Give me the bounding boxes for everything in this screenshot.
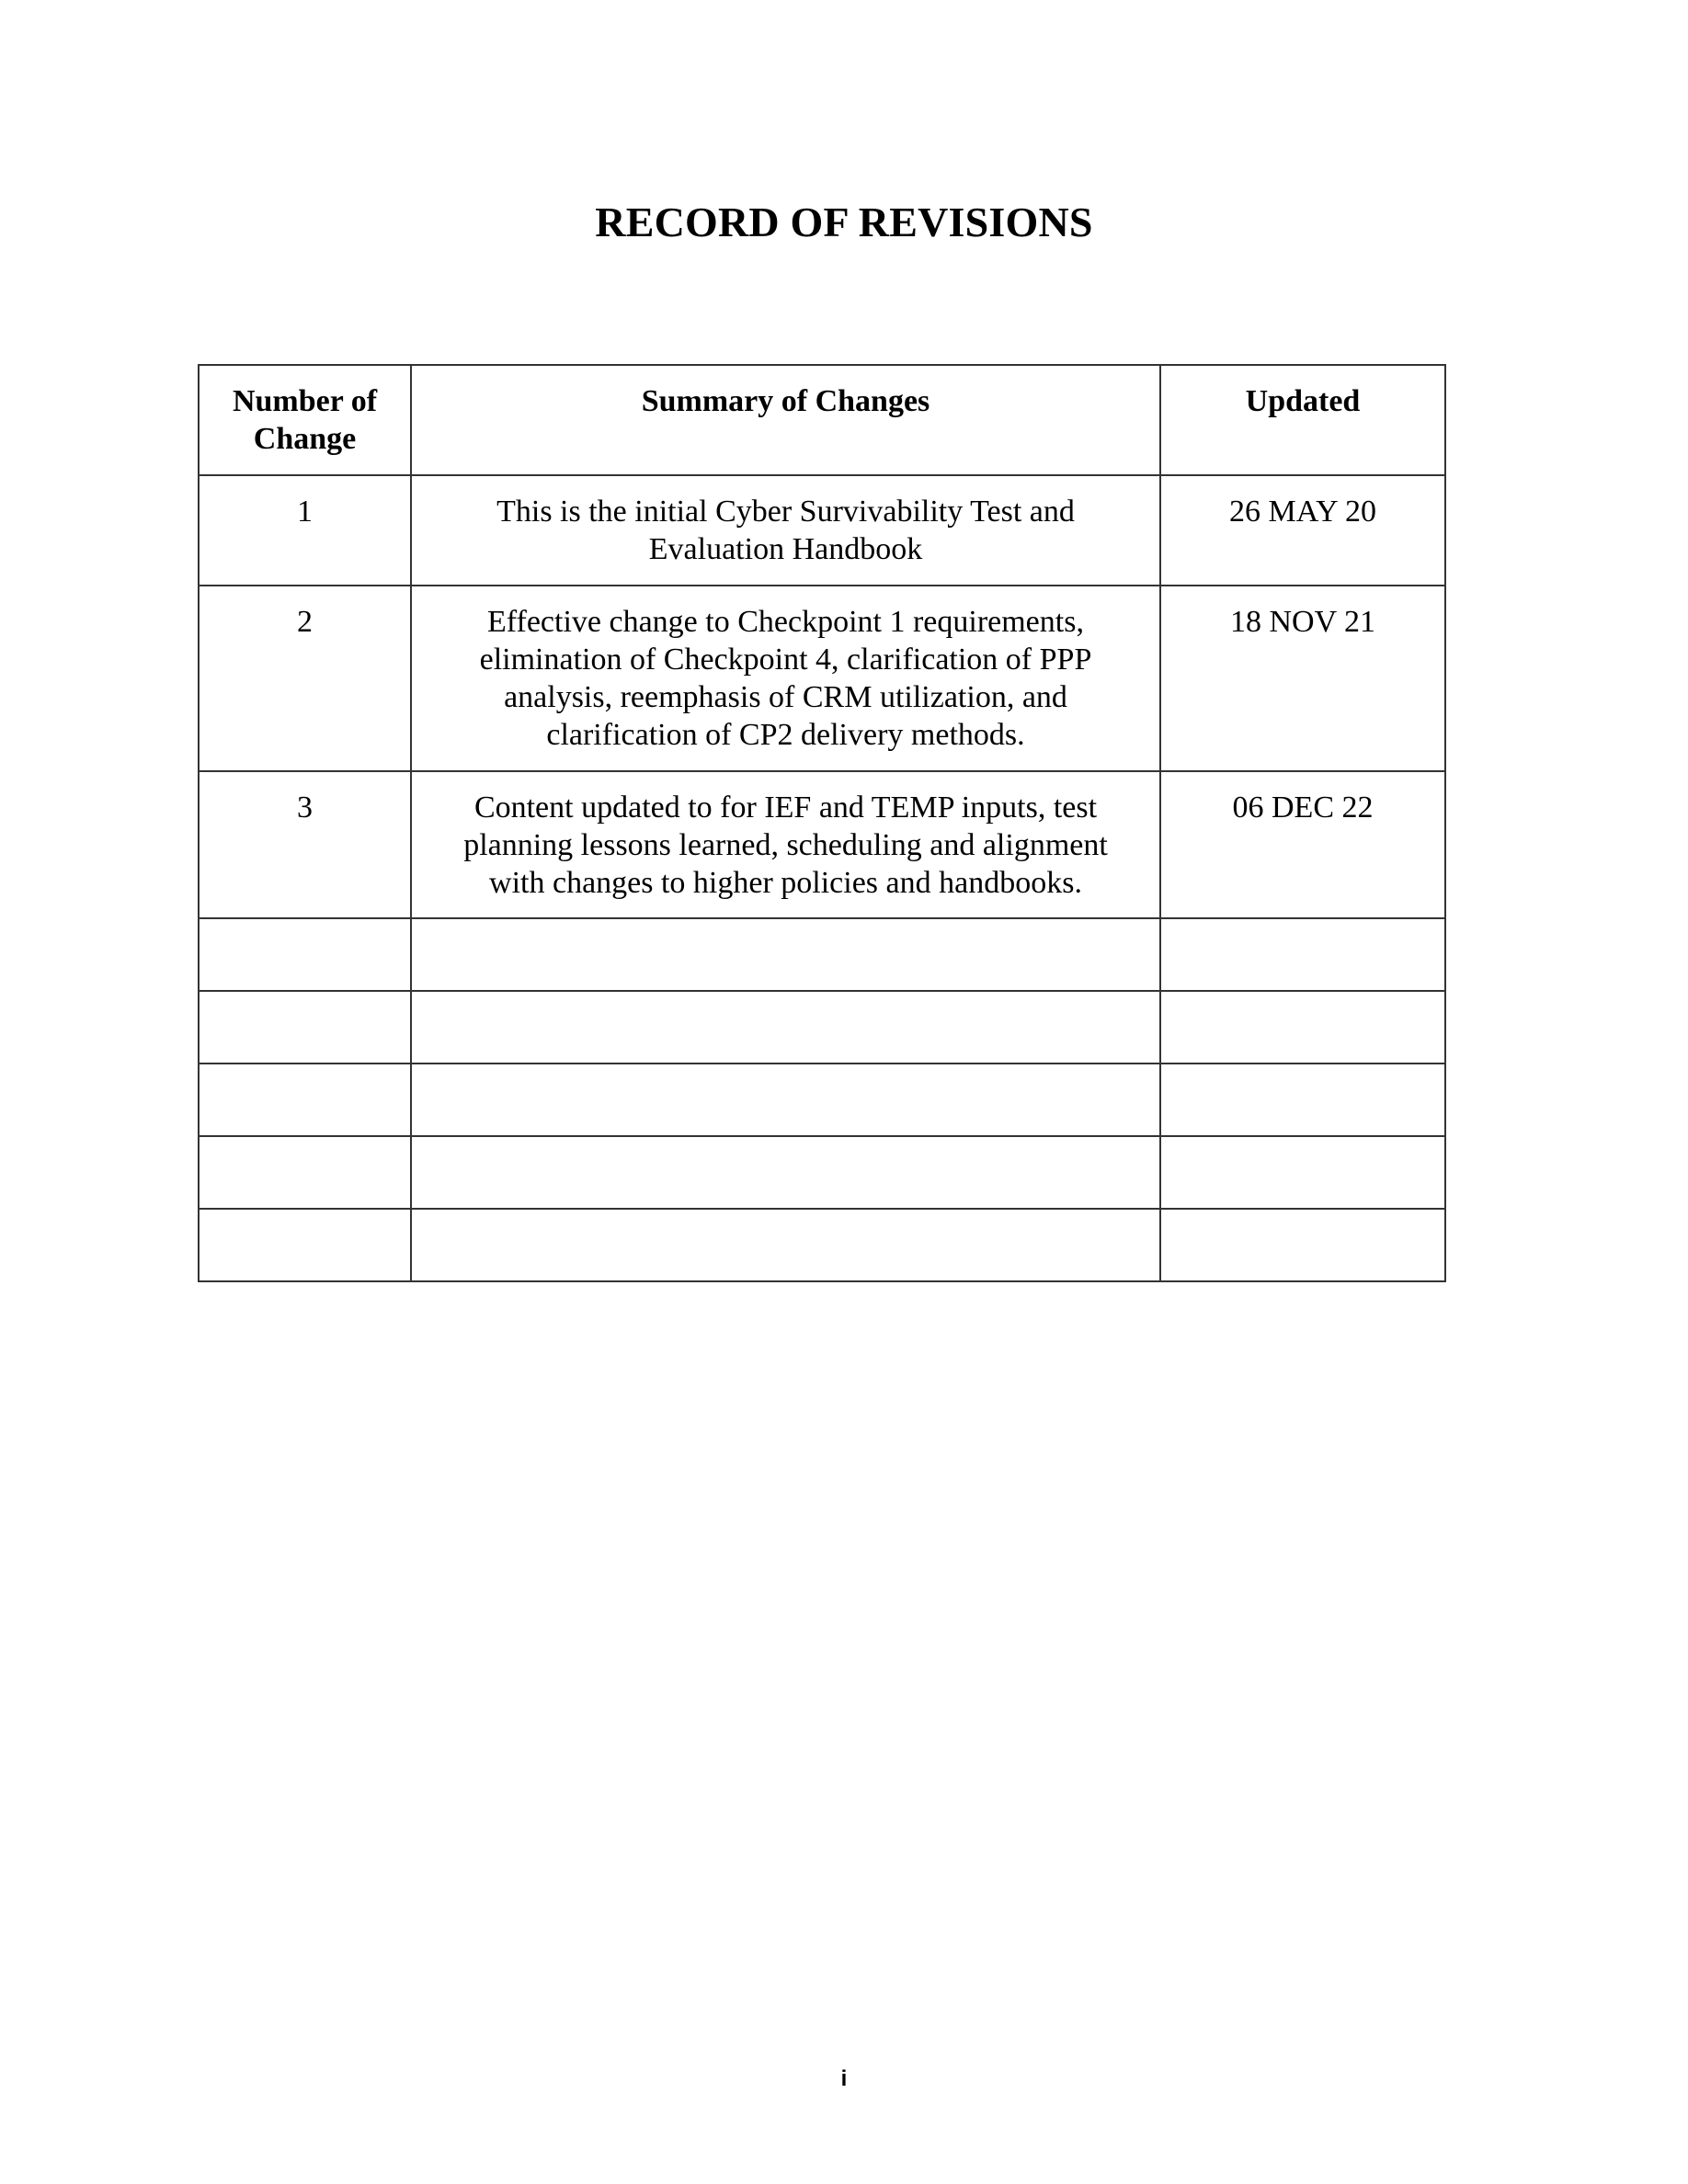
header-updated: Updated <box>1160 365 1445 475</box>
empty-summary-cell <box>411 1209 1160 1281</box>
empty-number-cell <box>199 1064 411 1136</box>
empty-updated-cell <box>1160 1064 1445 1136</box>
empty-updated-cell <box>1160 918 1445 991</box>
summary-cell: This is the initial Cyber Survivability Test and Evaluation Handbook <box>411 475 1160 586</box>
empty-updated-cell <box>1160 1136 1445 1209</box>
table-row <box>199 586 1445 771</box>
empty-summary-cell <box>411 991 1160 1064</box>
updated-date-cell: 26 MAY 20 <box>1160 475 1445 586</box>
empty-table-row <box>199 1209 1445 1281</box>
summary-cell: Effective change to Checkpoint 1 requirements, elimination of Checkpoint 4, clarification of PPP analysis, reemphasis of CRM utilization, and clarification of CP2 delivery methods. <box>411 586 1160 771</box>
empty-updated-cell <box>1160 1209 1445 1281</box>
change-number-cell: 3 <box>199 771 411 918</box>
page-number: i <box>840 2066 848 2091</box>
empty-table-row <box>199 1064 1445 1136</box>
change-number-cell: 2 <box>199 586 411 771</box>
empty-rows-group <box>199 918 1445 1281</box>
empty-table-row <box>199 991 1445 1064</box>
summary-cell: Content updated to for IEF and TEMP inputs, test planning lessons learned, scheduling and alignment with changes to higher policies and handbooks. <box>411 771 1160 918</box>
empty-number-cell <box>199 1136 411 1209</box>
empty-summary-cell <box>411 1136 1160 1209</box>
revisions-table <box>198 364 1446 1282</box>
empty-summary-cell <box>411 1064 1160 1136</box>
table-header-row <box>199 365 1445 475</box>
table-row <box>199 475 1445 586</box>
header-summary-of-changes: Summary of Changes <box>411 365 1160 475</box>
table-row <box>199 771 1445 918</box>
change-number-cell: 1 <box>199 475 411 586</box>
page-title: RECORD OF REVISIONS <box>595 199 1093 245</box>
empty-updated-cell <box>1160 991 1445 1064</box>
empty-number-cell <box>199 918 411 991</box>
updated-date-cell: 06 DEC 22 <box>1160 771 1445 918</box>
empty-table-row <box>199 918 1445 991</box>
empty-table-row <box>199 1136 1445 1209</box>
header-number-of-change: Number of Change <box>199 365 411 475</box>
empty-summary-cell <box>411 918 1160 991</box>
empty-number-cell <box>199 1209 411 1281</box>
empty-number-cell <box>199 991 411 1064</box>
updated-date-cell: 18 NOV 21 <box>1160 586 1445 771</box>
